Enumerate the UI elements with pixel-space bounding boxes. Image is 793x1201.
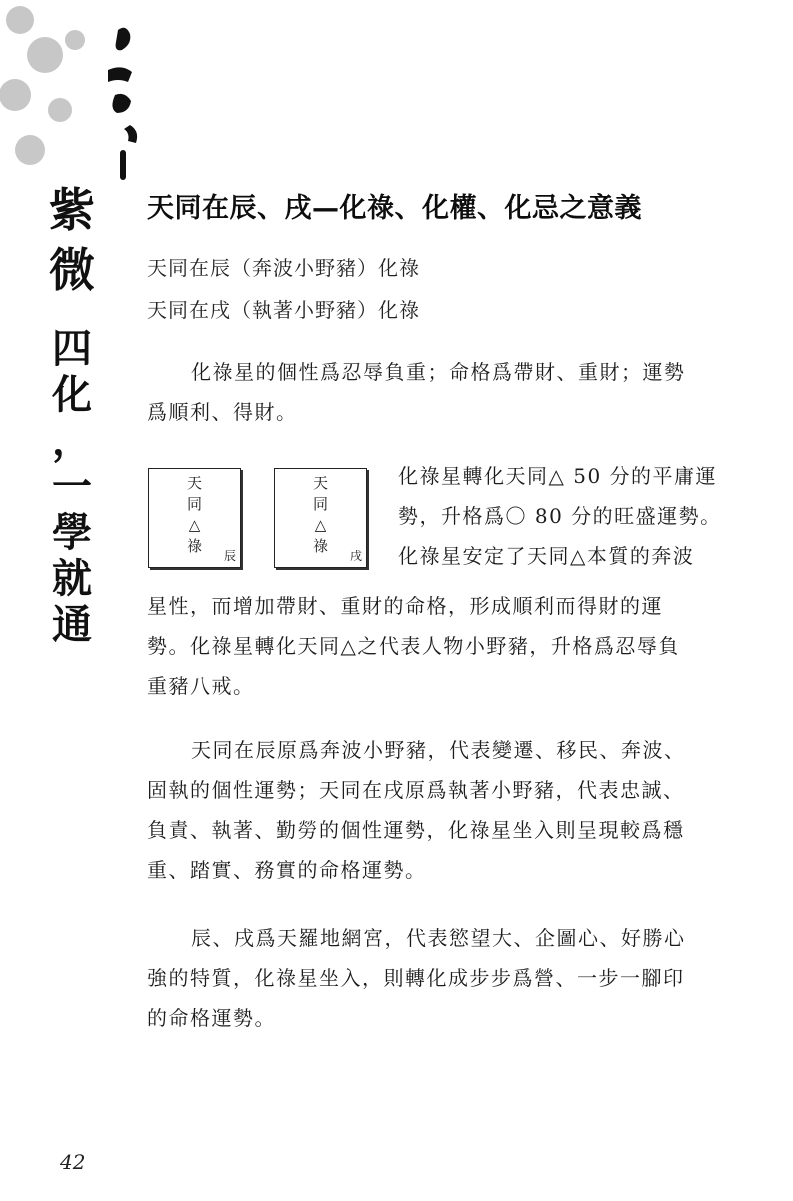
chart-text: 同 xyxy=(312,495,328,513)
title-char: ， xyxy=(52,418,92,464)
paragraph-3 xyxy=(147,918,742,1038)
title-char: 一 xyxy=(52,464,92,510)
subtitle-xu: 天同在戌（執著小野豬）化祿 xyxy=(147,298,420,322)
vertical-book-title xyxy=(45,326,99,648)
chart-branch: 辰 xyxy=(223,549,236,563)
chart-text: △ xyxy=(314,516,327,534)
subtitle-chen: 天同在辰（奔波小野豬）化祿 xyxy=(147,256,420,280)
intro-paragraph xyxy=(147,352,742,432)
series-logo xyxy=(42,180,102,300)
title-char: 化 xyxy=(52,372,92,418)
text-line: 的命格運勢。 xyxy=(147,1006,276,1030)
text-line: 勢。化祿星轉化天同△之代表人物小野豬，升格爲忍辱負 xyxy=(147,634,680,658)
chart-side-text xyxy=(398,456,743,576)
title-char: 學 xyxy=(52,510,92,556)
text-line: 星性，而增加帶財、重財的命格，形成順利而得財的運 xyxy=(147,594,663,618)
title-char: 通 xyxy=(52,602,92,648)
section-title: 天同在辰、戌—化祿、化權、化忌之意義 xyxy=(147,193,642,224)
chart-xu xyxy=(274,468,367,568)
title-char: 就 xyxy=(52,556,92,602)
chart-text: △ xyxy=(188,516,201,534)
paragraph-2 xyxy=(147,730,742,890)
chart-branch: 戌 xyxy=(349,549,362,563)
title-char: 四 xyxy=(52,326,92,372)
text-line: 化祿星的個性爲忍辱負重；命格爲帶財、重財；運勢 xyxy=(191,360,686,384)
text-line: 化祿星轉化天同△ 50 分的平庸運 xyxy=(398,464,718,488)
text-line: 重豬八戒。 xyxy=(147,674,255,698)
text-line: 重、踏實、務實的命格運勢。 xyxy=(147,858,427,882)
text-line: 負責、執著、勤勞的個性運勢，化祿星坐入則呈現較爲穩 xyxy=(147,818,685,842)
page-number: 42 xyxy=(60,1150,86,1174)
logo-char: 微 xyxy=(49,243,95,297)
text-line: 辰、戌爲天羅地網宮，代表慾望大、企圖心、好勝心 xyxy=(191,926,686,950)
text-line: 天同在辰原爲奔波小野豬，代表變遷、移民、奔波、 xyxy=(191,738,686,762)
text-line: 化祿星安定了天同△本質的奔波 xyxy=(398,544,695,568)
chart-text: 祿 xyxy=(186,537,202,555)
chart-text: 祿 xyxy=(312,537,328,555)
chart-text: 天 xyxy=(312,474,328,492)
text-line: 勢，升格爲〇 80 分的旺盛運勢。 xyxy=(398,504,722,528)
text-line: 爲順利、得財。 xyxy=(147,400,298,424)
continued-paragraph xyxy=(147,586,742,706)
chart-chen xyxy=(148,468,241,568)
text-line: 強的特質，化祿星坐入，則轉化成步步爲營、一步一腳印 xyxy=(147,966,685,990)
chart-text: 同 xyxy=(186,495,202,513)
logo-char: 紫 xyxy=(49,183,95,237)
text-line: 固執的個性運勢；天同在戌原爲執著小野豬，代表忠誠、 xyxy=(147,778,685,802)
chart-text: 天 xyxy=(186,474,202,492)
